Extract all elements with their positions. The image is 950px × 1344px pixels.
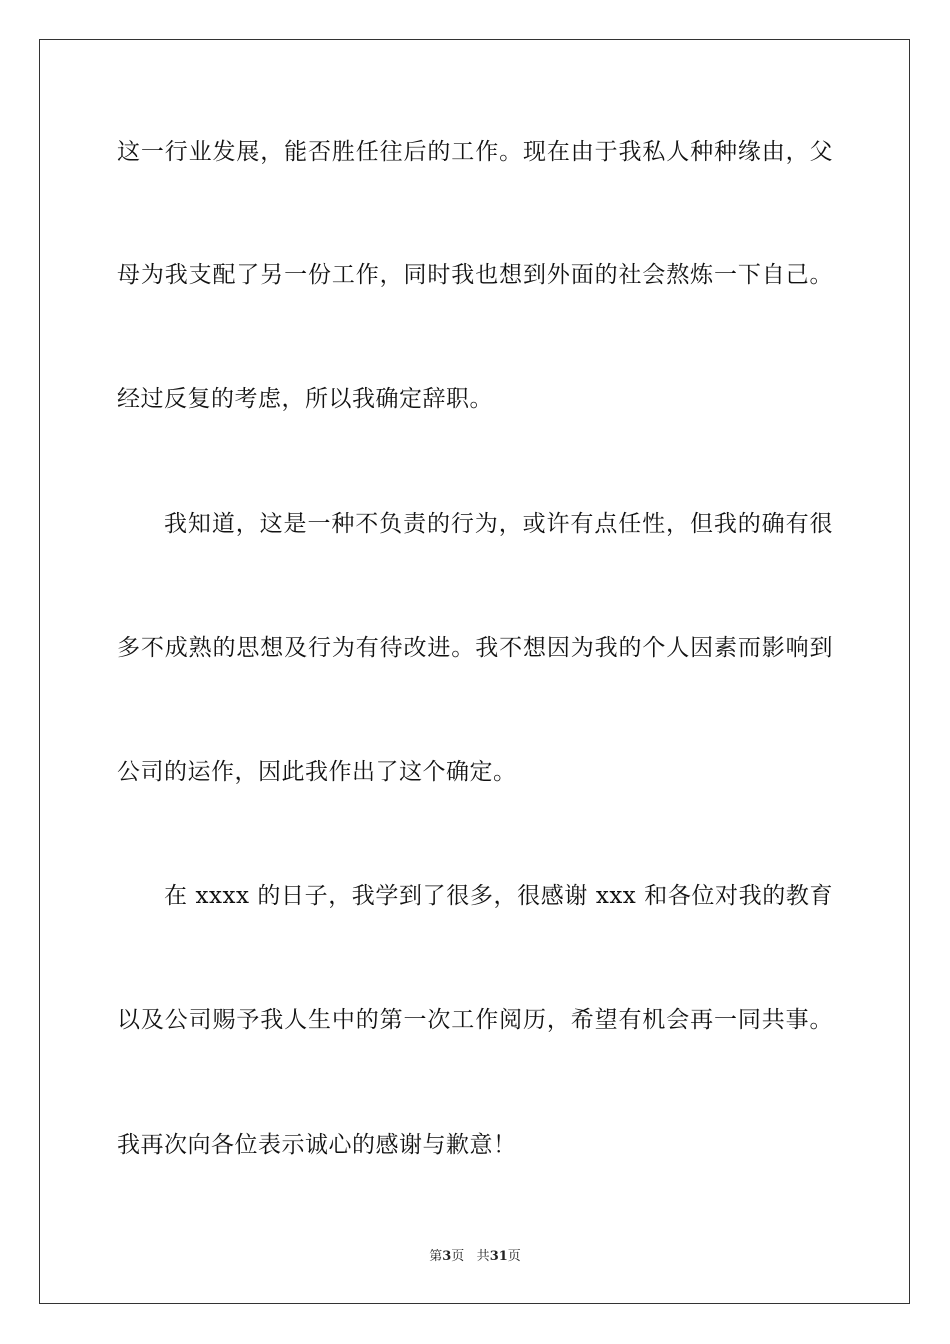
paragraph-line: 在 xxxx 的日子，我学到了很多，很感谢 xxx 和各位对我的教育 <box>164 883 833 909</box>
page-suffix: 页 <box>451 1249 465 1264</box>
page-footer <box>0 1248 950 1266</box>
paragraph-line: 经过反复的考虑，所以我确定辞职。 <box>117 386 493 412</box>
paragraph-line: 公司的运作，因此我作出了这个确定。 <box>117 759 517 785</box>
paragraph-line: 这一行业发展，能否胜任往后的工作。现在由于我私人种种缘由，父 <box>117 139 833 165</box>
total-pages: 31 <box>489 1249 508 1264</box>
paragraph-line: 母为我支配了另一份工作，同时我也想到外面的社会熬炼一下自己。 <box>117 262 833 288</box>
paragraph-line: 多不成熟的思想及行为有待改进。我不想因为我的个人因素而影响到 <box>117 635 833 661</box>
page-number: 3 <box>442 1249 452 1264</box>
page-prefix: 第 <box>429 1249 443 1264</box>
paragraph-line: 以及公司赐予我人生中的第一次工作阅历，希望有机会再一同共事。 <box>117 1007 833 1033</box>
paragraph-line: 我知道，这是一种不负责的行为，或许有点任性，但我的确有很 <box>164 511 833 537</box>
page-border <box>39 39 910 1304</box>
paragraph-line: 我再次向各位表示诚心的感谢与歉意！ <box>117 1132 517 1158</box>
total-suffix: 页 <box>507 1249 521 1264</box>
total-prefix: 共 <box>476 1249 490 1264</box>
